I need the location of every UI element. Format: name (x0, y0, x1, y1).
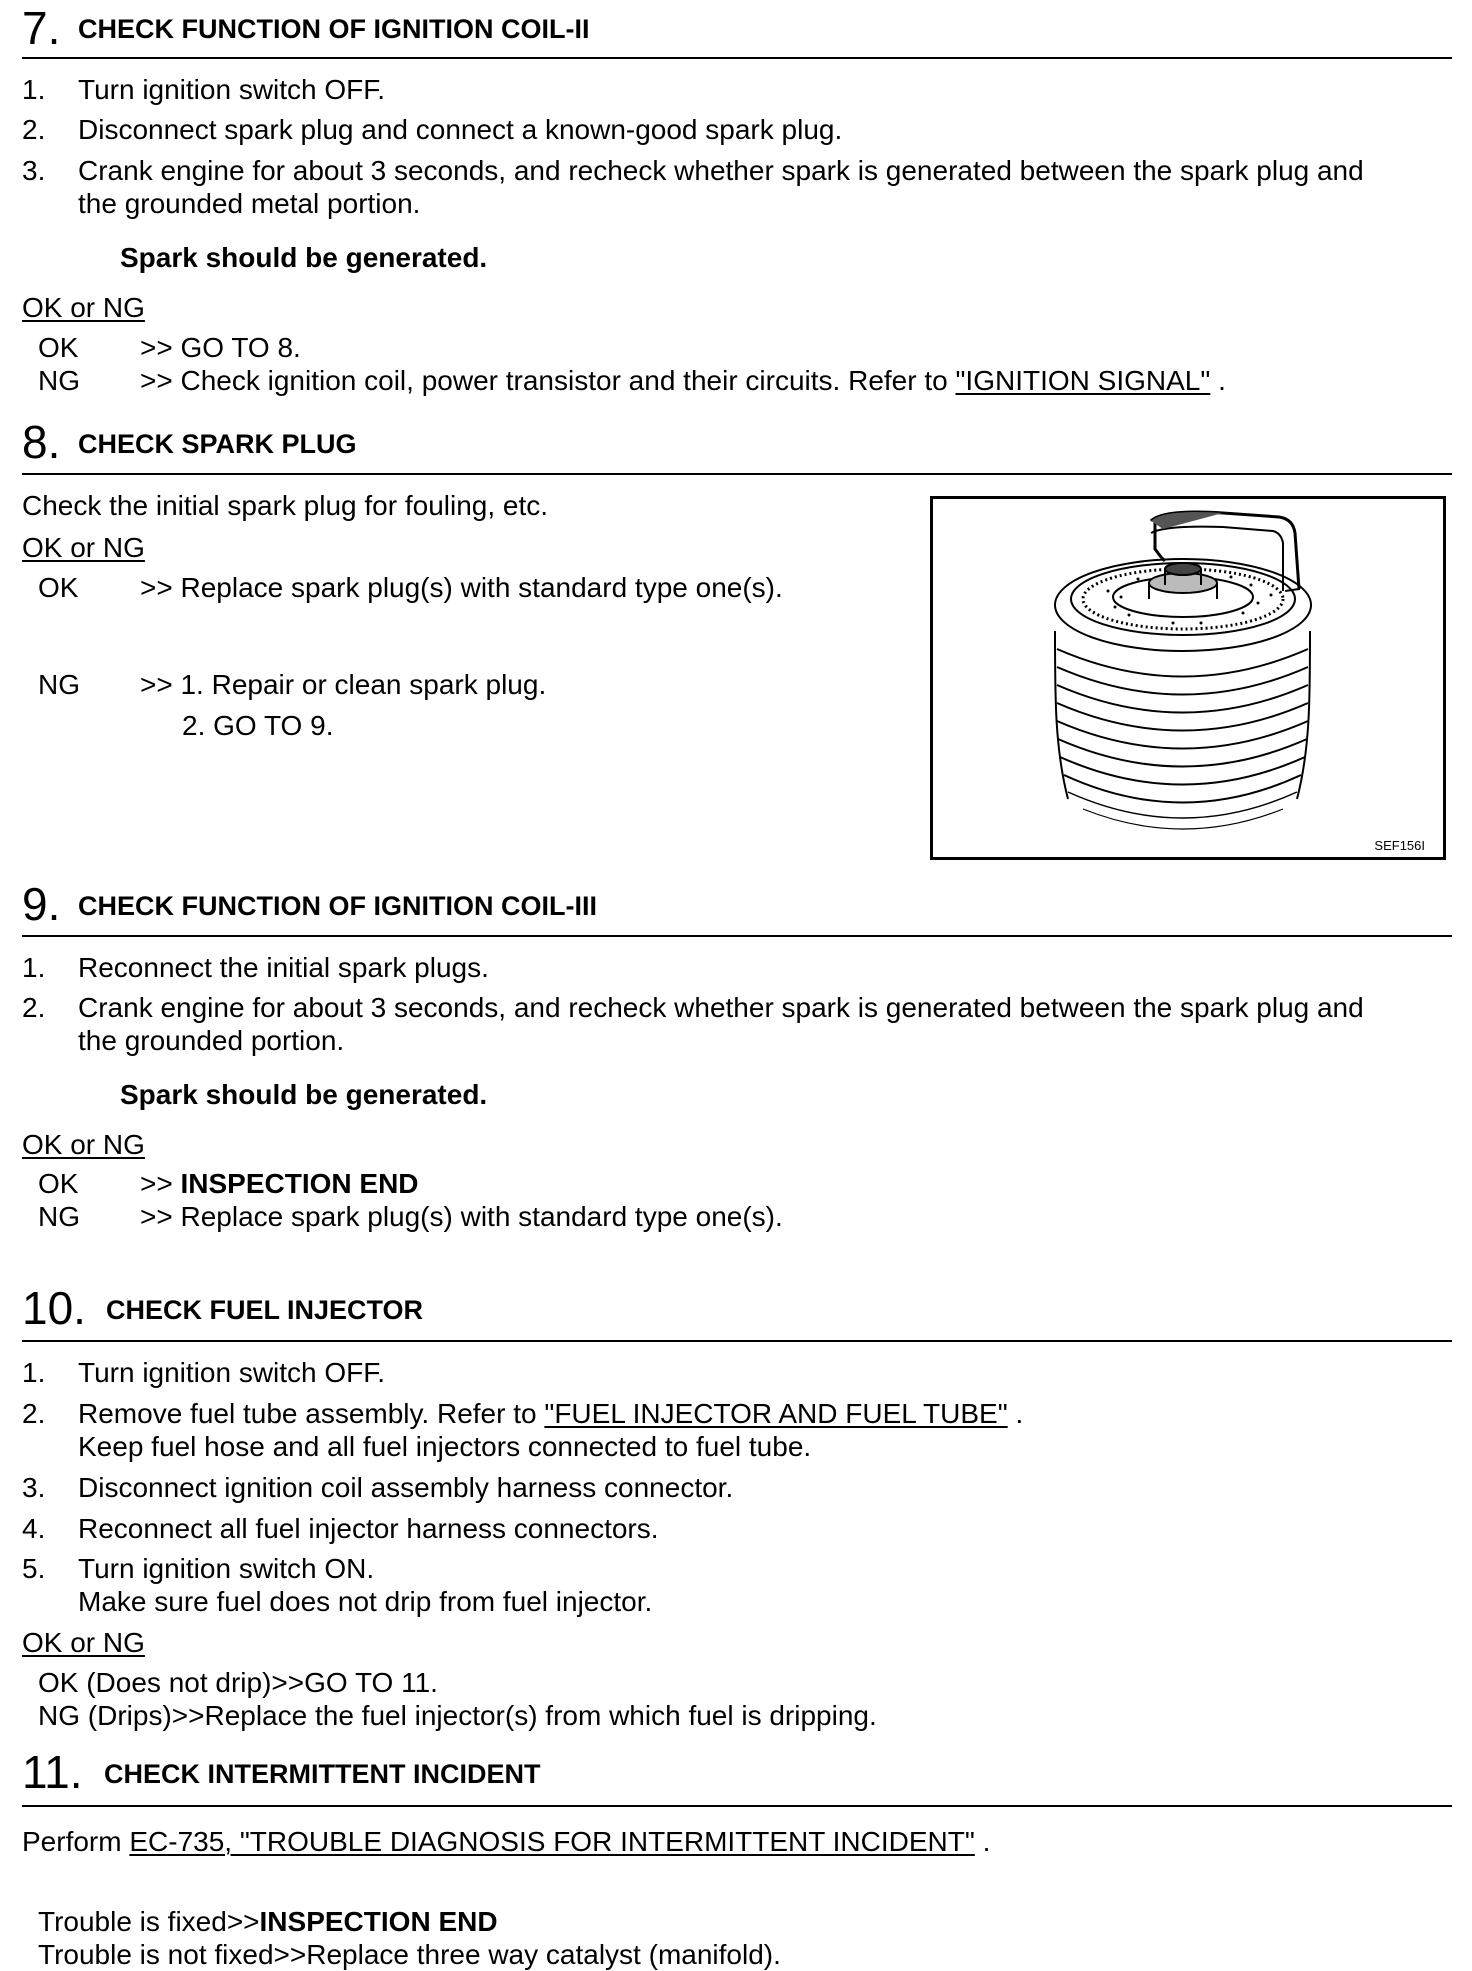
s10-step2-text-cont: Keep fuel hose and all fuel injectors connected to fuel tube. (78, 1431, 812, 1462)
s11-notfixed-text: Trouble is not fixed>>Replace three way catalyst (manifold). (38, 1939, 781, 1970)
figure-id: SEF156I (1374, 838, 1425, 853)
s9-ng-label: NG (38, 1201, 80, 1232)
s11-perform-text: Perform (22, 1826, 130, 1857)
s7-step1-text: Turn ignition switch OFF. (78, 74, 386, 105)
fuel-injector-link[interactable]: "FUEL INJECTOR AND FUEL TUBE" (544, 1398, 1008, 1429)
s7-step1-num: 1. (22, 74, 46, 105)
s8-ok-label: OK (38, 572, 79, 603)
section-7-rule (22, 57, 1452, 59)
section-9-rule (22, 935, 1452, 937)
s9-step2-num: 2. (22, 992, 46, 1023)
s10-ng-text: NG (Drips)>>Replace the fuel injector(s) from which fuel is dripping. (38, 1700, 877, 1731)
s11-fixed-text: Trouble is fixed>> (38, 1906, 260, 1937)
s9-step2-text-cont: the grounded portion. (78, 1025, 345, 1056)
s9-ok-prefix: >> (140, 1168, 181, 1199)
s7-ng-line (140, 365, 1226, 397)
s10-step5-text: Turn ignition switch ON. (78, 1553, 375, 1584)
section-11-number: 11. (22, 1746, 83, 1798)
s7-ng-tail: . (1210, 365, 1226, 396)
s9-ok-label: OK (38, 1168, 79, 1199)
s9-ng-text: >> Replace spark plug(s) with standard type one(s). (140, 1201, 783, 1232)
s9-spec: Spark should be generated. (120, 1079, 488, 1110)
section-9-number: 9. (22, 878, 61, 930)
s10-step2-line (78, 1398, 1023, 1430)
s9-ok-inspection-end: INSPECTION END (180, 1168, 419, 1199)
s7-ok-label: OK (38, 332, 79, 363)
s9-step2-text: Crank engine for about 3 seconds, and recheck whether spark is generated between the spark plug and (78, 992, 1364, 1023)
s11-perform-tail: . (974, 1826, 991, 1857)
s7-ok-text: >> GO TO 8. (140, 332, 301, 363)
s10-step3-text: Disconnect ignition coil assembly harness connector. (78, 1472, 734, 1503)
s9-step1-text: Reconnect the initial spark plugs. (78, 952, 489, 983)
section-8-rule (22, 473, 1452, 475)
s7-step3-text: Crank engine for about 3 seconds, and recheck whether spark is generated between the spark plug and (78, 155, 1364, 186)
s10-step3-num: 3. (22, 1472, 46, 1503)
s10-step2-tail: . (1007, 1398, 1024, 1429)
s7-okng-label: OK or NG (22, 292, 145, 323)
s10-step2-text: Remove fuel tube assembly. Refer to (78, 1398, 545, 1429)
s9-step1-num: 1. (22, 952, 46, 983)
spark-plug-icon (933, 499, 1443, 857)
s10-step1-num: 1. (22, 1357, 46, 1388)
s7-step3-text-cont: the grounded metal portion. (78, 188, 421, 219)
s7-step2-text: Disconnect spark plug and connect a known-good spark plug. (78, 114, 843, 145)
section-8-number: 8. (22, 416, 61, 468)
section-8-title: CHECK SPARK PLUG (78, 429, 357, 459)
s10-step2-num: 2. (22, 1398, 46, 1429)
s11-perform-line (22, 1826, 990, 1858)
s10-step5-num: 5. (22, 1553, 46, 1584)
s8-ng-label: NG (38, 669, 80, 700)
s8-intro: Check the initial spark plug for fouling, etc. (22, 490, 549, 521)
s9-ok-line (140, 1168, 419, 1200)
s10-step5-text-cont: Make sure fuel does not drip from fuel injector. (78, 1586, 653, 1617)
section-11-rule (22, 1805, 1452, 1807)
ignition-signal-link[interactable]: "IGNITION SIGNAL" (955, 365, 1211, 396)
s8-ng-text1: >> 1. Repair or clean spark plug. (140, 669, 547, 700)
section-10-number: 10. (22, 1282, 86, 1334)
s8-ng-text2: 2. GO TO 9. (182, 710, 334, 741)
s10-ok-text: OK (Does not drip)>>GO TO 11. (38, 1667, 438, 1698)
section-9-title: CHECK FUNCTION OF IGNITION COIL-III (78, 891, 597, 921)
s9-okng-label: OK or NG (22, 1129, 145, 1160)
s7-spec: Spark should be generated. (120, 242, 488, 273)
section-10-title: CHECK FUEL INJECTOR (106, 1295, 424, 1325)
section-11-title: CHECK INTERMITTENT INCIDENT (104, 1759, 541, 1789)
s10-step4-text: Reconnect all fuel injector harness connectors. (78, 1513, 659, 1544)
s8-okng-label: OK or NG (22, 532, 145, 563)
s10-okng-label: OK or NG (22, 1627, 145, 1658)
spark-plug-figure (930, 496, 1446, 860)
section-7-number: 7. (22, 2, 61, 54)
section-10-rule (22, 1340, 1452, 1342)
s7-step3-num: 3. (22, 155, 46, 186)
s7-step2-num: 2. (22, 114, 46, 145)
s10-step1-text: Turn ignition switch OFF. (78, 1357, 386, 1388)
s11-inspection-end: INSPECTION END (259, 1906, 498, 1937)
s11-fixed-line (38, 1906, 498, 1938)
ec-735-link[interactable]: EC-735, "TROUBLE DIAGNOSIS FOR INTERMITTENT INCIDENT" (129, 1826, 975, 1857)
s8-ok-text: >> Replace spark plug(s) with standard type one(s). (140, 572, 783, 603)
s7-ng-label: NG (38, 365, 80, 396)
section-7-title: CHECK FUNCTION OF IGNITION COIL-II (78, 14, 590, 44)
s10-step4-num: 4. (22, 1513, 46, 1544)
s7-ng-text: >> Check ignition coil, power transistor and their circuits. Refer to (140, 365, 956, 396)
